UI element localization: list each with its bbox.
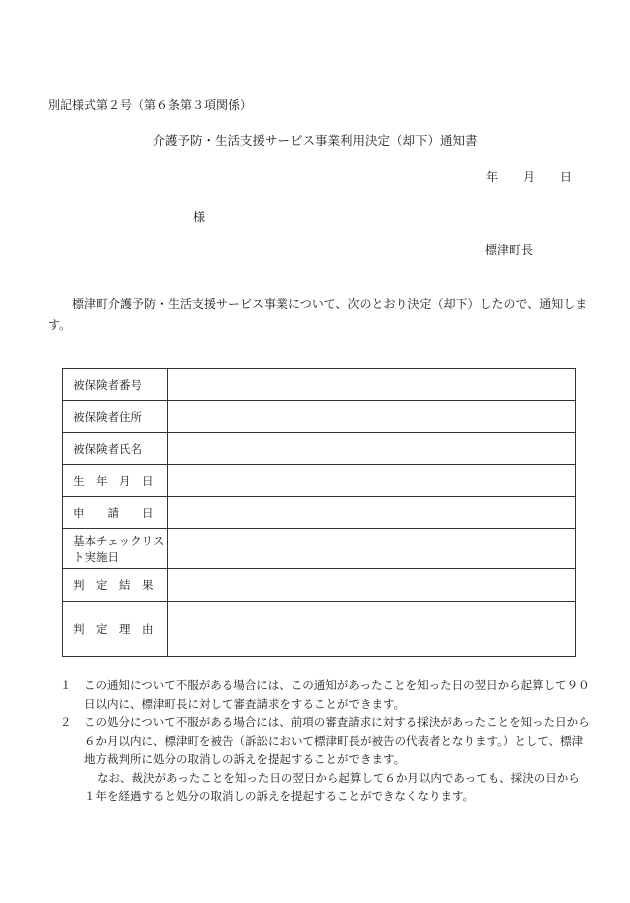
row-label: 基本チェックリスト実施日: [63, 529, 168, 569]
row-label: 被保険者番号: [63, 369, 168, 401]
table-row: [63, 497, 576, 529]
table-row: [63, 369, 576, 401]
row-label: 生 年 月 日: [63, 465, 168, 497]
date-month-label: 月: [523, 170, 536, 184]
table-row: [63, 602, 576, 657]
addressee-honorific: 様: [193, 210, 206, 224]
date-day-label: 日: [560, 170, 573, 184]
notes-section: [60, 676, 590, 806]
row-value: [168, 465, 576, 497]
row-label: 被保険者氏名: [63, 433, 168, 465]
note-text: この処分について不服がある場合には、前項の審査請求に対する採決があったことを知った日から６か月以内に、標津町を被告（訴訟において標津町長が被告の代表者となります。）として、標津地方裁判所に処分の取消しの訴えを提起することができます。: [84, 715, 590, 766]
row-label: 被保険者住所: [63, 401, 168, 433]
table-row: [63, 401, 576, 433]
intro-paragraph: 標津町介護予防・生活支援サービス事業について、次のとおり決定（却下）したので、通知します。: [48, 297, 588, 332]
note-number: １: [60, 678, 72, 692]
note-item: [60, 713, 590, 769]
note-item: [60, 676, 590, 713]
row-label: 申 請 日: [63, 497, 168, 529]
row-value: [168, 569, 576, 602]
note-text: この通知について不服がある場合には、この通知があったことを知った日の翌日から起算して９０日以内に、標津町長に対して審査請求をすることができます。: [84, 678, 590, 711]
row-label: 判 定 理 由: [63, 602, 168, 657]
row-value: [168, 401, 576, 433]
table-row: [63, 529, 576, 569]
row-value: [168, 369, 576, 401]
row-value: [168, 529, 576, 569]
form-number: 別記様式第２号（第６条第３項関係）: [48, 98, 253, 112]
date-year-label: 年: [486, 170, 499, 184]
document-title: 介護予防・生活支援サービス事業利用決定（却下）通知書: [152, 133, 478, 148]
sender-name: 標津町長: [485, 243, 534, 257]
row-value: [168, 497, 576, 529]
table-row: [63, 433, 576, 465]
row-value: [168, 602, 576, 657]
row-value: [168, 433, 576, 465]
note-continuation: なお、裁決があったことを知った日の翌日から起算して６か月以内であっても、採決の日から１年を経過すると処分の取消しの訴えを提起することができなくなります。: [84, 770, 580, 803]
table-row: [63, 569, 576, 602]
note-number: ２: [60, 715, 72, 729]
info-table: [62, 368, 576, 657]
table-row: [63, 465, 576, 497]
row-label: 判 定 結 果: [63, 569, 168, 602]
